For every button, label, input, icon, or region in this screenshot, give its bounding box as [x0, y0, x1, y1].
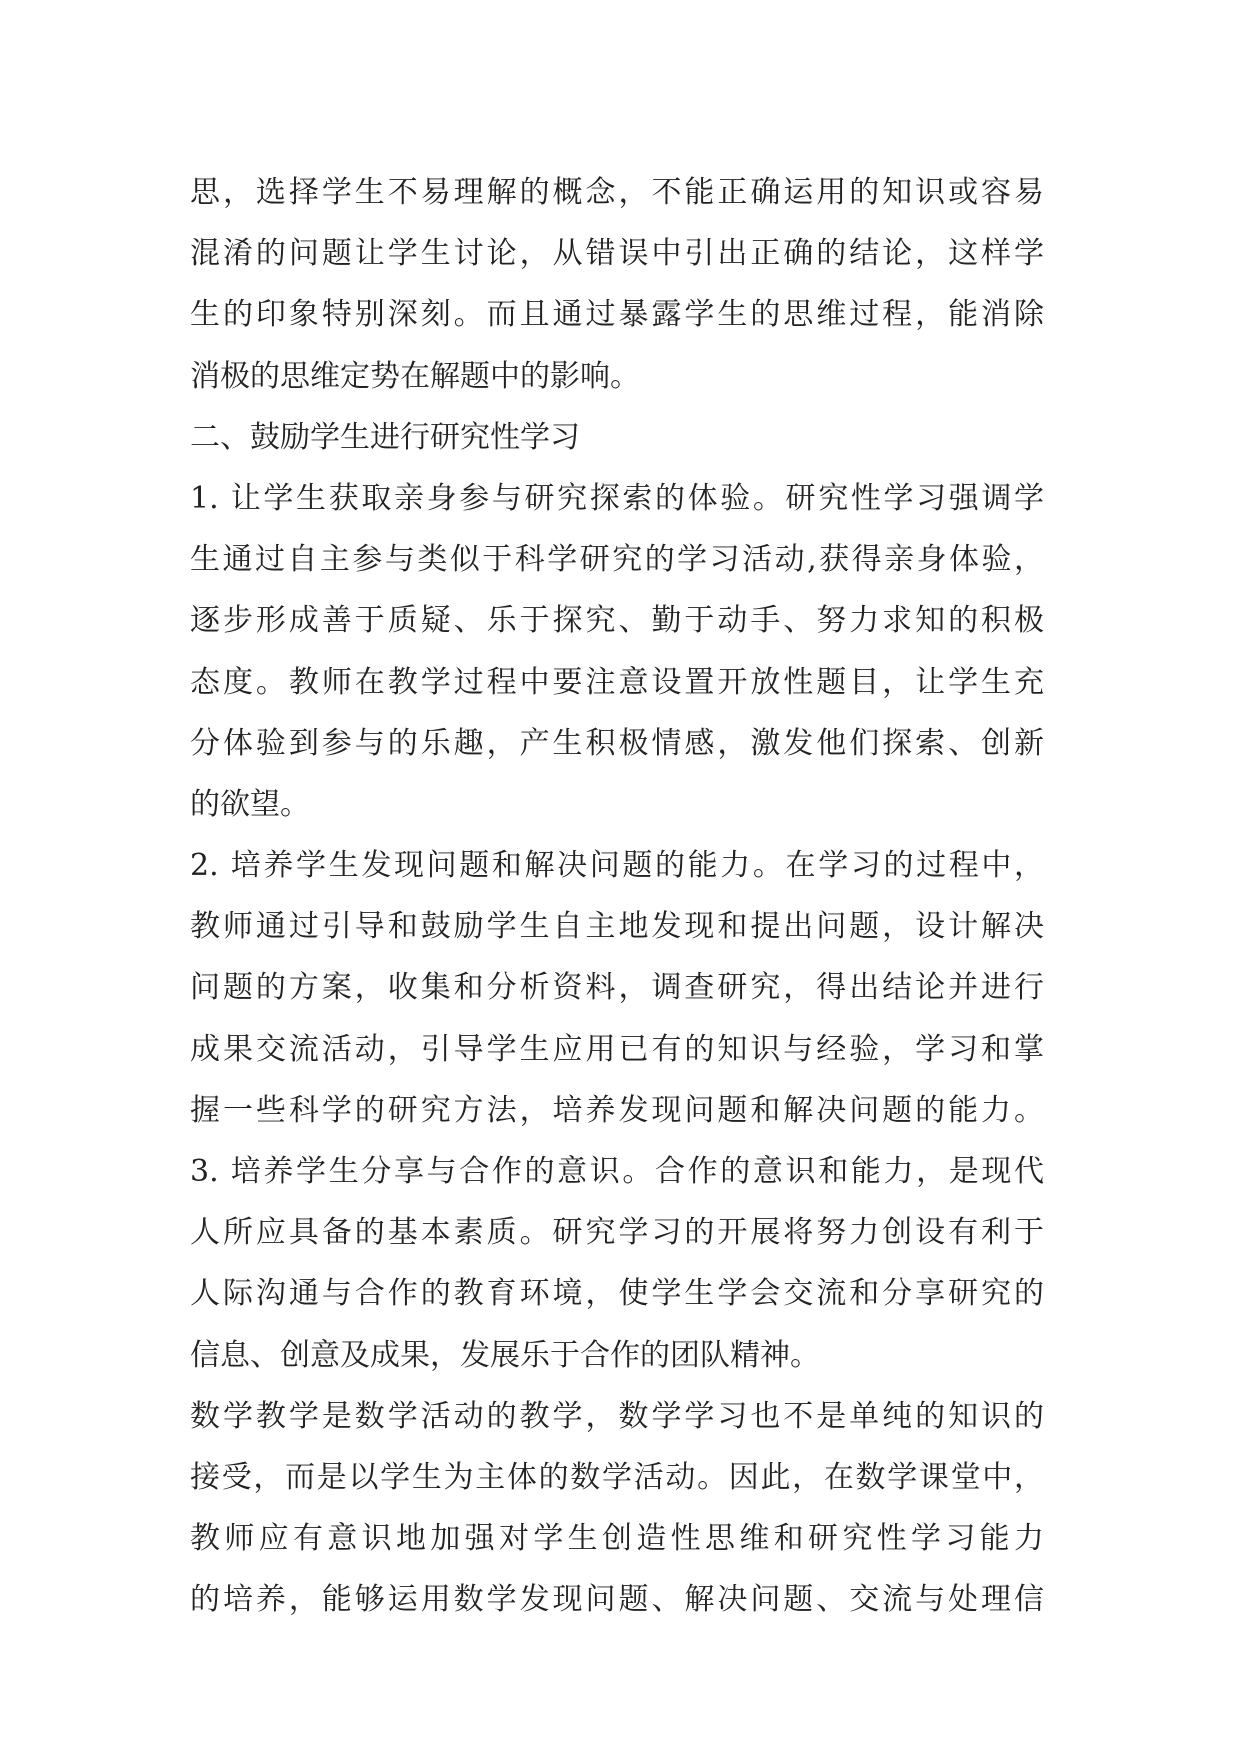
document-line: 教师通过引导和鼓励学生自主地发现和提出问题，设计解决: [190, 909, 1044, 945]
document-line: 接受，而是以学生为主体的数学活动。因此，在数学课堂中，: [190, 1459, 1044, 1495]
document-line: 态度。教师在教学过程中要注意设置开放性题目，让学生充: [190, 664, 1044, 700]
document-line: 2. 培养学生发现问题和解决问题的能力。在学习的过程中，: [190, 848, 1044, 884]
document-line: 生通过自主参与类似于科学研究的学习活动,获得亲身体验，: [190, 542, 1044, 578]
document-line: 人所应具备的基本素质。研究学习的开展将努力创设有利于: [190, 1215, 1044, 1251]
document-line: 生的印象特别深刻。而且通过暴露学生的思维过程，能消除: [190, 297, 1044, 333]
document-line: 思，选择学生不易理解的概念，不能正确运用的知识或容易: [190, 175, 1044, 210]
document-line: 混淆的问题让学生讨论，从错误中引出正确的结论，这样学: [190, 236, 1044, 272]
document-line: 问题的方案，收集和分析资料，调查研究，得出结论并进行: [190, 970, 1044, 1006]
document-line: 的培养，能够运用数学发现问题、解决问题、交流与处理信: [190, 1582, 1044, 1618]
document-line: 成果交流活动，引导学生应用已有的知识与经验，学习和掌: [190, 1031, 1044, 1067]
document-line: 1. 让学生获取亲身参与研究探索的体验。研究性学习强调学: [190, 480, 1044, 516]
document-line: 教师应有意识地加强对学生创造性思维和研究性学习能力: [190, 1521, 1044, 1557]
document-line: 消极的思维定势在解题中的影响。: [190, 358, 640, 394]
document-line: 分体验到参与的乐趣，产生积极情感，激发他们探索、创新: [190, 725, 1044, 761]
document-line: 信息、创意及成果，发展乐于合作的团队精神。: [190, 1337, 820, 1373]
document-line: 的欲望。: [190, 786, 310, 822]
document-line: 握一些科学的研究方法，培养发现问题和解决问题的能力。: [190, 1092, 1044, 1128]
document-line: 数学教学是数学活动的教学，数学学习也不是单纯的知识的: [190, 1398, 1044, 1434]
document-line: 3. 培养学生分享与合作的意识。合作的意识和能力，是现代: [190, 1154, 1044, 1189]
document-line: 逐步形成善于质疑、乐于探究、勤于动手、努力求知的积极: [190, 603, 1044, 639]
document-body: [190, 162, 1044, 1631]
document-line: 人际沟通与合作的教育环境，使学生学会交流和分享研究的: [190, 1276, 1044, 1312]
document-line: 二、鼓励学生进行研究性学习: [190, 419, 580, 455]
